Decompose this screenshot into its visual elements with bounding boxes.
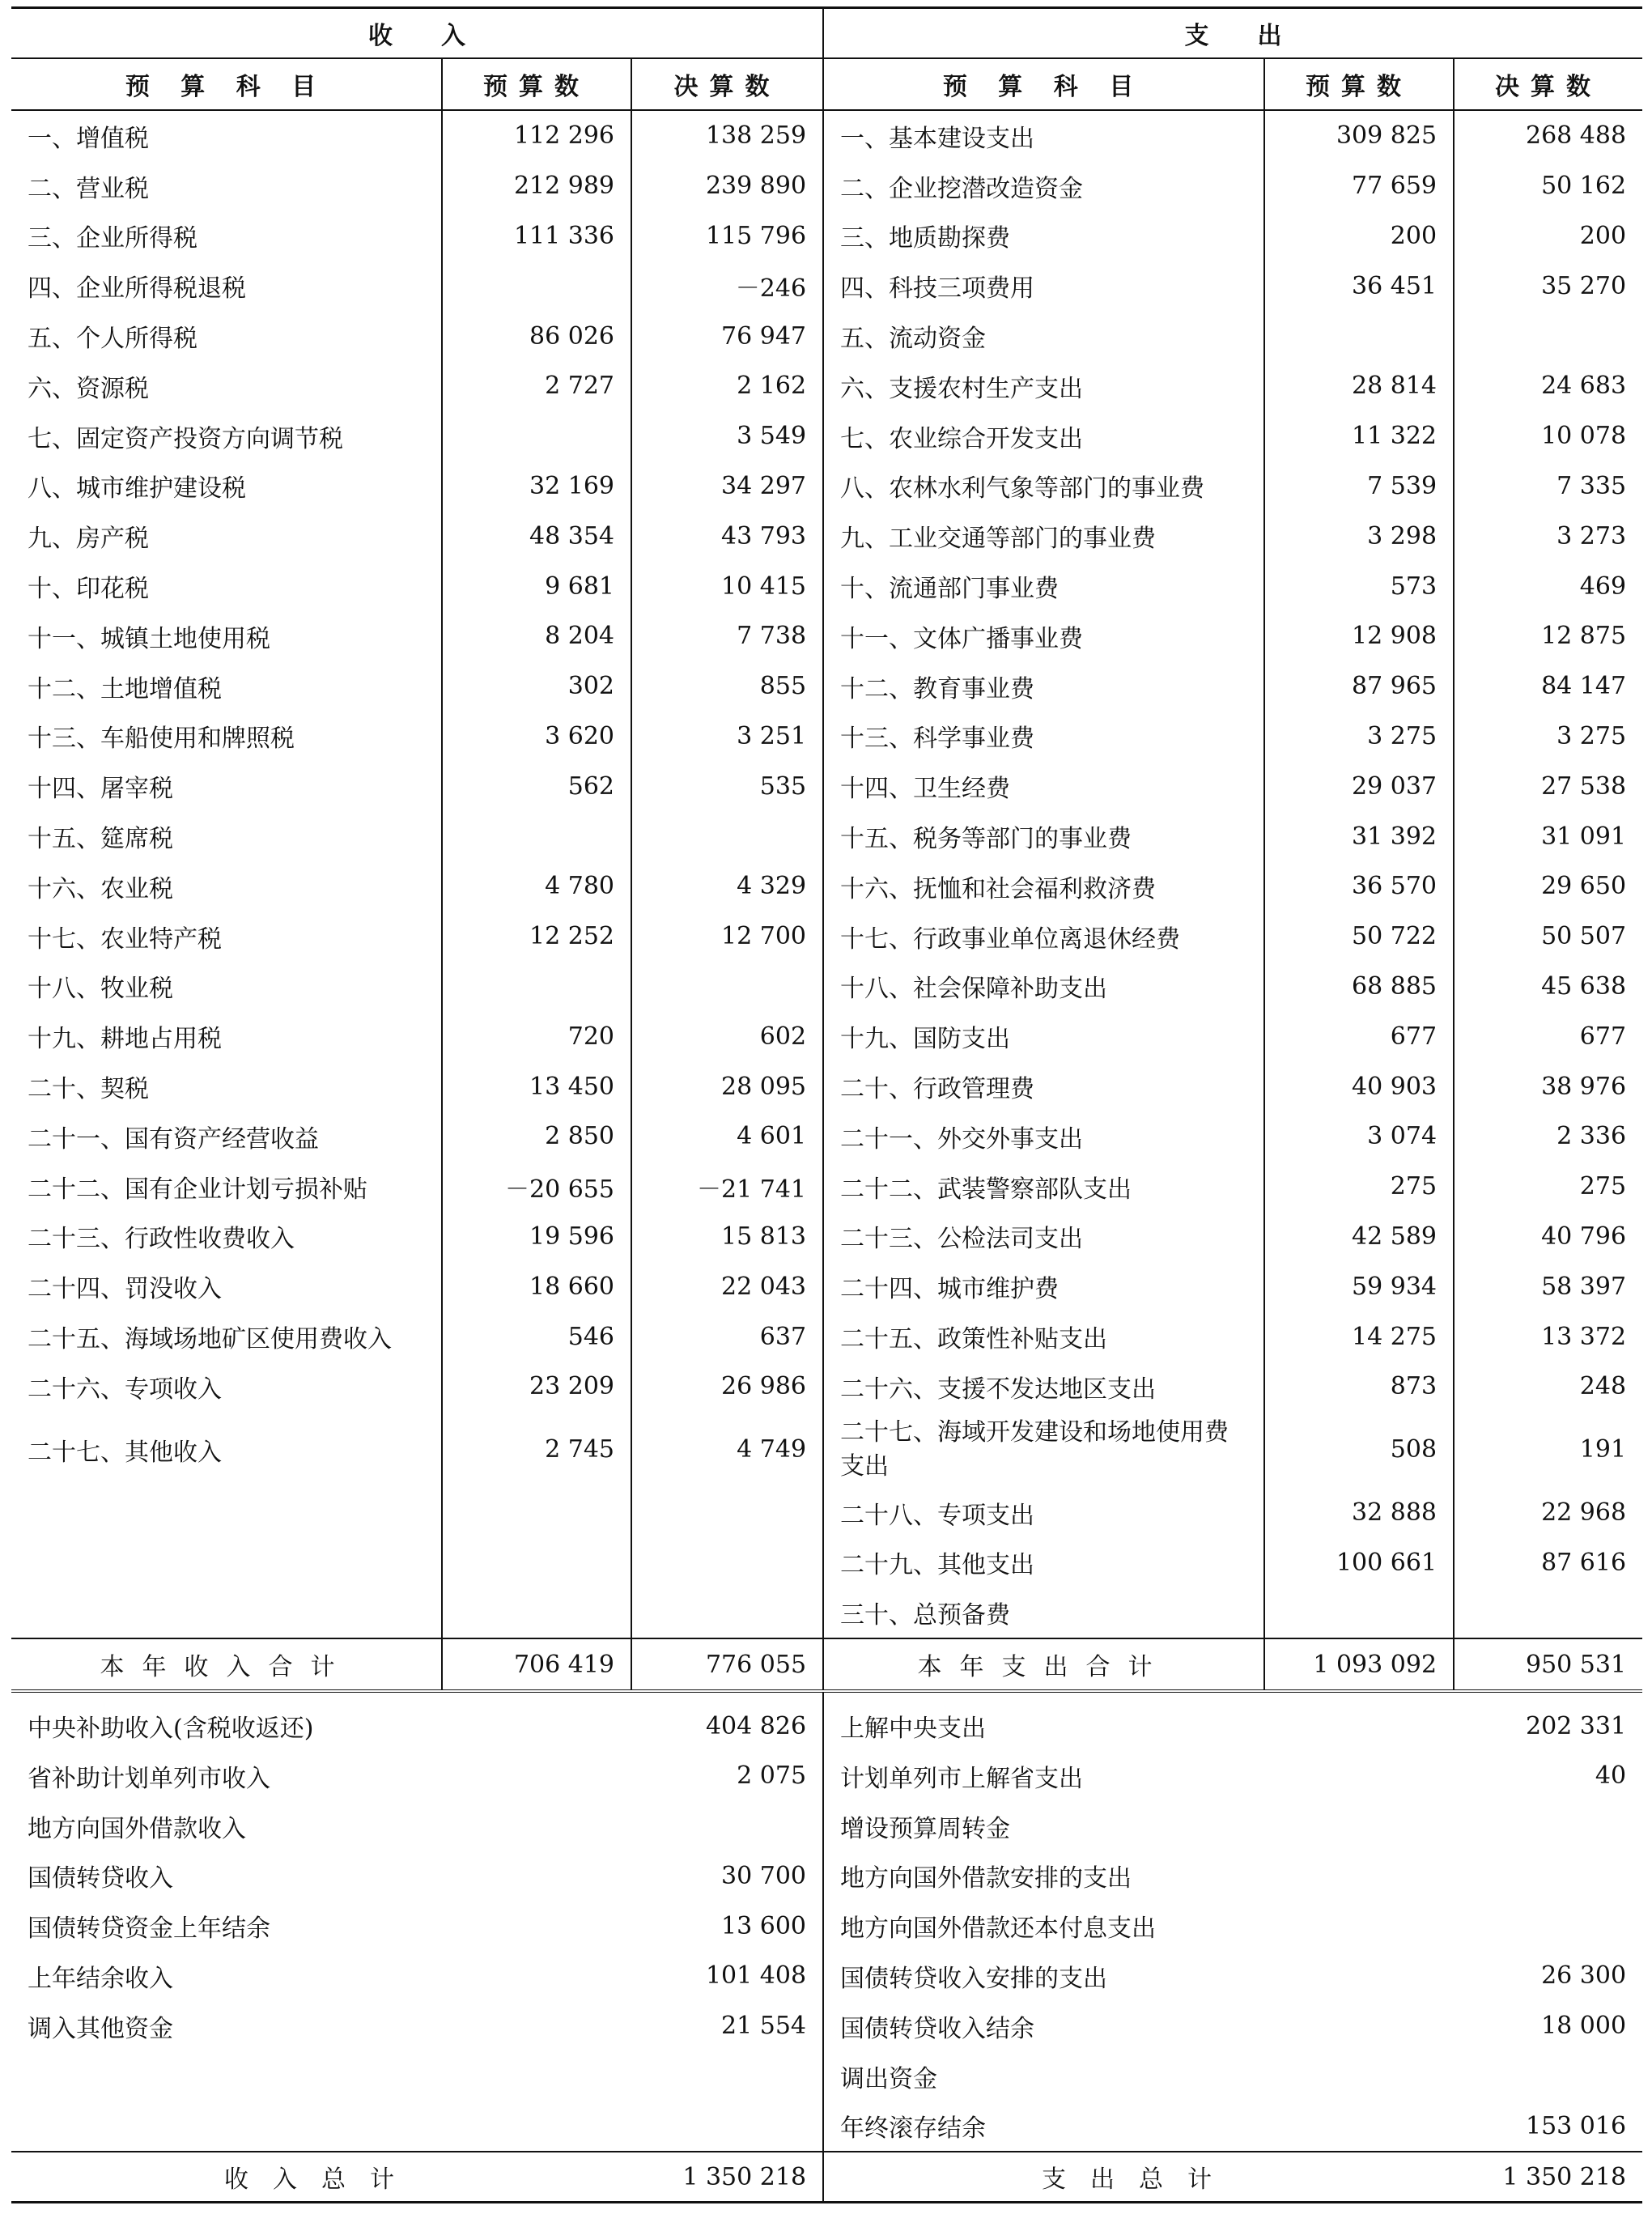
expense-item-final: 84 147 [1541,672,1627,701]
income-item-name: 十五、筵席税 [11,811,442,861]
transfer-income-value: 13 600 [631,1901,823,1951]
income-item-budget [442,1488,631,1538]
expense-item-final: 3 275 [1556,721,1627,750]
table-row [11,211,1642,261]
expense-item-name: 八、农林水利气象等部门的事业费 [823,461,1264,512]
income-item-final: 7 738 [631,611,823,661]
income-final-header: 决算数 [631,58,823,110]
expense-item-final: 248 [1579,1372,1627,1401]
expense-item-final: 3 273 [1556,521,1627,550]
income-item-budget: 8 204 [442,611,631,661]
table-row [11,1901,1642,1951]
expense-section-header: 支 出 [823,8,1642,59]
expense-item-final: 50 162 [1541,172,1627,201]
income-item-name: 一、增值税 [11,110,442,161]
transfer-income-name: 地方向国外借款收入 [28,1814,246,1843]
income-item-final [631,811,823,861]
grand-total-row [11,2152,1642,2203]
table-row [11,1751,1642,1801]
expense-item-name: 十七、行政事业单位离退休经费 [823,912,1264,962]
income-item-budget [442,261,631,311]
income-item-budget [442,1538,631,1588]
expense-item-name: 二十一、外交外事支出 [823,1111,1264,1162]
income-item-name: 五、个人所得税 [11,311,442,361]
transfer-income-name: 国债转贷资金上年结余 [28,1914,270,1944]
expense-item-budget: 200 [1264,211,1454,261]
expense-item-final: 268 488 [1526,121,1627,151]
expense-grand-total-value: 1 350 218 [1454,2152,1642,2203]
expense-item-final: 50 507 [1541,922,1627,951]
income-item-final: 138 259 [631,110,823,161]
income-item-final: 637 [631,1311,823,1362]
income-item-budget: 212 989 [442,161,631,211]
expense-item-budget: 50 722 [1264,912,1454,962]
expense-item-name: 九、工业交通等部门的事业费 [823,511,1264,561]
expense-item-budget: 40 903 [1264,1061,1454,1111]
income-item-name: 二十六、专项收入 [11,1362,442,1412]
table-row [11,1538,1642,1588]
expense-item-final: 191 [1579,1435,1627,1464]
transfer-income-value: 30 700 [631,1851,823,1902]
income-item-final: 3 251 [631,712,823,762]
income-item-budget: 302 [442,661,631,712]
expense-item-name: 二十六、支援不发达地区支出 [823,1362,1264,1412]
transfer-expense-value [1454,1801,1642,1851]
expense-item-name: 十五、税务等部门的事业费 [823,811,1264,861]
income-item-name: 十六、农业税 [11,861,442,912]
income-item-final: 115 796 [631,211,823,261]
expense-item-name: 三十、总预备费 [823,1587,1264,1638]
income-item-budget: 3 620 [442,712,631,762]
income-total-label: 本年收入合计 [11,1638,442,1691]
expense-item-budget: 873 [1264,1362,1454,1412]
transfer-income-name [11,2051,631,2101]
expense-item-budget: 59 934 [1264,1261,1454,1311]
expense-item-budget: 29 037 [1264,761,1454,811]
transfer-expense-name: 地方向国外借款还本付息支出 [840,1914,1157,1944]
transfer-expense-name: 国债转贷收入安排的支出 [840,1964,1108,1993]
transfer-income-value [631,2051,823,2101]
income-item-budget [442,962,631,1012]
table-row [11,1412,1642,1488]
table-row [11,861,1642,912]
expense-budget-header: 预算数 [1264,58,1454,110]
income-item-final: 43 793 [631,511,823,561]
income-item-budget: 32 169 [442,461,631,512]
income-item-budget [442,411,631,461]
expense-item-budget: 100 661 [1264,1538,1454,1588]
income-item-budget [442,811,631,861]
expense-item-budget: 573 [1264,561,1454,611]
income-item-name: 十四、屠宰税 [11,761,442,811]
expense-item-final: 87 616 [1541,1548,1627,1577]
expense-item-final: 27 538 [1541,771,1627,801]
transfer-income-name [11,2101,631,2152]
expense-grand-total-label: 支出总计 [823,2152,1454,2203]
income-item-budget: 111 336 [442,211,631,261]
income-item-name: 二十七、其他收入 [11,1412,442,1488]
income-item-final: 26 986 [631,1362,823,1412]
transfer-expense-value: 26 300 [1541,1961,1627,1991]
expense-item-final: 13 372 [1541,1322,1627,1351]
transfer-expense-name: 地方向国外借款安排的支出 [840,1864,1132,1893]
expense-item-name: 十、流通部门事业费 [823,561,1264,611]
table-row [11,1691,1642,1751]
table-row [11,1061,1642,1111]
expense-item-final: 58 397 [1541,1272,1627,1301]
expense-final-header: 决算数 [1454,58,1642,110]
table-row [11,661,1642,712]
expense-item-name: 十一、文体广播事业费 [823,611,1264,661]
expense-item-final: 38 976 [1541,1072,1627,1101]
expense-item-name: 十八、社会保障补助支出 [823,962,1264,1012]
income-item-final: 76 947 [631,311,823,361]
income-item-final: －246 [631,261,823,311]
table-row [11,461,1642,512]
transfer-expense-name: 调出资金 [840,2064,938,2093]
table-row [11,962,1642,1012]
expense-item-final: 275 [1579,1172,1627,1201]
transfer-income-value: 101 408 [631,1951,823,2001]
expense-item-budget [1264,311,1454,361]
income-item-name: 十九、耕地占用税 [11,1011,442,1061]
expense-item-name: 二十九、其他支出 [823,1538,1264,1588]
expense-item-name: 七、农业综合开发支出 [823,411,1264,461]
table-row [11,2001,1642,2051]
transfer-expense-value: 202 331 [1526,1711,1627,1740]
expense-item-budget: 77 659 [1264,161,1454,211]
expense-item-budget: 309 825 [1264,110,1454,161]
income-item-final: 10 415 [631,561,823,611]
income-item-budget: 546 [442,1311,631,1362]
income-total-budget: 706 419 [442,1638,631,1691]
transfer-expense-value: 18 000 [1541,2012,1627,2041]
expense-item-budget: 11 322 [1264,411,1454,461]
income-item-final: 2 162 [631,361,823,411]
transfer-expense-value [1454,2051,1642,2101]
income-item-final [631,1587,823,1638]
transfer-expense-name: 国债转贷收入结余 [840,2014,1035,2043]
table-row [11,1801,1642,1851]
transfer-expense-name: 计划单列市上解省支出 [840,1764,1084,1793]
income-item-budget: 2 745 [442,1412,631,1488]
expense-item-name: 二十五、政策性补贴支出 [823,1311,1264,1362]
income-item-header: 预 算 科 目 [11,58,442,110]
expense-item-final: 35 270 [1541,271,1627,300]
expense-item-budget: 68 885 [1264,962,1454,1012]
table-row [11,611,1642,661]
income-item-budget [442,1587,631,1638]
income-item-name: 二十五、海域场地矿区使用费收入 [11,1311,442,1362]
income-item-final [631,1538,823,1588]
table-row [11,361,1642,411]
income-item-final: 239 890 [631,161,823,211]
income-section-header: 收 入 [11,8,823,59]
income-item-final: 22 043 [631,1261,823,1311]
income-item-final: 15 813 [631,1212,823,1262]
income-item-budget: 4 780 [442,861,631,912]
income-item-budget: 13 450 [442,1061,631,1111]
transfer-income-value: 2 075 [631,1751,823,1801]
expense-item-name: 四、科技三项费用 [823,261,1264,311]
income-item-name: 二十二、国有企业计划亏损补贴 [11,1162,442,1212]
income-item-final: 4 749 [631,1412,823,1488]
table-row [11,1587,1642,1638]
income-item-name: 十七、农业特产税 [11,912,442,962]
transfer-expense-value [1454,1901,1642,1951]
income-item-name: 十二、土地增值税 [11,661,442,712]
income-item-name: 三、企业所得税 [11,211,442,261]
income-item-name: 二十三、行政性收费收入 [11,1212,442,1262]
transfer-income-name: 上年结余收入 [28,1964,173,1993]
annual-total-row [11,1638,1642,1691]
expense-item-name: 二十三、公检法司支出 [823,1212,1264,1262]
expense-item-final: 469 [1579,572,1627,601]
expense-item-name: 三、地质勘探费 [823,211,1264,261]
table-row [11,1362,1642,1412]
table-row [11,712,1642,762]
transfer-income-name: 中央补助收入(含税收返还) [28,1715,314,1743]
transfer-expense-name: 上解中央支出 [840,1715,987,1743]
budget-final-accounts-table [11,6,1642,2203]
expense-item-budget: 275 [1264,1162,1454,1212]
expense-item-budget: 42 589 [1264,1212,1454,1262]
transfer-income-value [631,2101,823,2152]
expense-item-name: 六、支援农村生产支出 [823,361,1264,411]
expense-item-budget: 3 275 [1264,712,1454,762]
expense-item-final: 12 875 [1541,622,1627,651]
income-item-final [631,962,823,1012]
expense-item-name: 十九、国防支出 [823,1011,1264,1061]
expense-item-name: 十三、科学事业费 [823,712,1264,762]
table-row [11,1311,1642,1362]
income-item-name: 二十、契税 [11,1061,442,1111]
expense-item-final: 31 091 [1541,822,1627,851]
expense-item-name: 十四、卫生经费 [823,761,1264,811]
expense-item-final: 45 638 [1541,971,1627,1001]
income-item-name: 四、企业所得税退税 [11,261,442,311]
income-item-name: 二、营业税 [11,161,442,211]
expense-item-budget: 32 888 [1264,1488,1454,1538]
expense-item-final: 10 078 [1541,422,1627,451]
expense-item-budget: 14 275 [1264,1311,1454,1362]
section-header-row [11,8,1642,59]
income-item-final: 12 700 [631,912,823,962]
income-grand-total-label: 收入总计 [11,2152,631,2203]
expense-item-budget: 87 965 [1264,661,1454,712]
expense-item-name: 十六、抚恤和社会福利救济费 [823,861,1264,912]
expense-item-final: 29 650 [1541,872,1627,901]
expense-item-name: 二十八、专项支出 [823,1488,1264,1538]
table-row [11,1162,1642,1212]
expense-item-budget: 12 908 [1264,611,1454,661]
table-row [11,1851,1642,1902]
transfer-income-name: 调入其他资金 [28,2014,173,2043]
income-item-name: 二十一、国有资产经营收益 [11,1111,442,1162]
income-item-budget: 720 [442,1011,631,1061]
main-body [11,110,1642,1638]
transfer-expense-name: 年终滚存结余 [840,2114,987,2144]
income-item-final: 4 329 [631,861,823,912]
expense-item-name: 一、基本建设支出 [823,110,1264,161]
table-row [11,311,1642,361]
expense-item-final [1454,311,1642,361]
table-row [11,261,1642,311]
income-item-name: 十、印花税 [11,561,442,611]
income-item-name: 九、房产税 [11,511,442,561]
expense-item-budget: 7 539 [1264,461,1454,512]
income-item-final: 535 [631,761,823,811]
expense-item-name: 五、流动资金 [823,311,1264,361]
income-total-final: 776 055 [631,1638,823,1691]
income-item-name: 二十四、罚没收入 [11,1261,442,1311]
income-item-final: 602 [631,1011,823,1061]
transfer-income-value: 404 826 [631,1691,823,1751]
income-item-budget: 12 252 [442,912,631,962]
expense-item-name: 二十二、武装警察部队支出 [823,1162,1264,1212]
income-item-budget: 18 660 [442,1261,631,1311]
income-item-budget: 9 681 [442,561,631,611]
income-item-final: 3 549 [631,411,823,461]
transfer-expense-name: 增设预算周转金 [840,1814,1011,1843]
transfer-expense-value [1454,1851,1642,1902]
table-row [11,2051,1642,2101]
transfer-income-name: 省补助计划单列市收入 [28,1764,270,1793]
income-item-name: 十八、牧业税 [11,962,442,1012]
transfer-income-value [631,1801,823,1851]
expense-item-name: 二、企业挖潜改造资金 [823,161,1264,211]
expense-total-label: 本年支出合计 [823,1638,1264,1691]
expense-item-budget: 36 451 [1264,261,1454,311]
expense-item-budget: 36 570 [1264,861,1454,912]
income-budget-header: 预算数 [442,58,631,110]
income-item-final: 4 601 [631,1111,823,1162]
income-item-final: 28 095 [631,1061,823,1111]
income-item-budget: 23 209 [442,1362,631,1412]
table-row [11,110,1642,161]
income-item-budget: 48 354 [442,511,631,561]
table-row [11,1111,1642,1162]
table-row [11,912,1642,962]
income-item-budget: 112 296 [442,110,631,161]
transfer-expense-value: 153 016 [1526,2111,1627,2140]
income-item-budget: 2 850 [442,1111,631,1162]
income-item-name: 十一、城镇土地使用税 [11,611,442,661]
expense-item-budget: 31 392 [1264,811,1454,861]
expense-item-header: 预 算 科 目 [823,58,1264,110]
column-header-row [11,58,1642,110]
budget-table-sheet [11,6,1642,2203]
table-row [11,561,1642,611]
expense-item-final: 22 968 [1541,1498,1627,1528]
income-item-budget: 86 026 [442,311,631,361]
income-item-final: 855 [631,661,823,712]
expense-item-final: 200 [1579,221,1627,250]
expense-item-budget: 3 298 [1264,511,1454,561]
income-item-name [11,1538,442,1588]
expense-item-name: 二十四、城市维护费 [823,1261,1264,1311]
expense-item-final [1454,1587,1642,1638]
expense-item-final: 677 [1579,1022,1627,1051]
expense-item-final: 7 335 [1556,471,1627,500]
income-item-final: －21 741 [631,1162,823,1212]
expense-item-budget: 3 074 [1264,1111,1454,1162]
income-item-budget: 2 727 [442,361,631,411]
income-item-name: 七、固定资产投资方向调节税 [11,411,442,461]
expense-item-final: 40 796 [1541,1222,1627,1251]
expense-item-budget: 508 [1264,1412,1454,1488]
expense-item-final: 24 683 [1541,372,1627,401]
expense-item-budget: 28 814 [1264,361,1454,411]
expense-item-name: 二十七、海域开发建设和场地使用费支出 [823,1412,1264,1488]
transfer-expense-value: 40 [1595,1761,1627,1791]
expense-item-budget [1264,1587,1454,1638]
transfer-income-name: 国债转贷收入 [28,1864,173,1893]
expense-item-budget: 677 [1264,1011,1454,1061]
income-grand-total-value: 1 350 218 [631,2152,823,2203]
income-item-name: 十三、车船使用和牌照税 [11,712,442,762]
expense-total-budget: 1 093 092 [1264,1638,1454,1691]
table-row [11,2101,1642,2152]
table-row [11,761,1642,811]
transfer-income-value: 21 554 [631,2001,823,2051]
table-row [11,511,1642,561]
income-item-budget: 19 596 [442,1212,631,1262]
table-row [11,411,1642,461]
table-row [11,1212,1642,1262]
income-item-name [11,1488,442,1538]
income-item-name: 六、资源税 [11,361,442,411]
income-item-name [11,1587,442,1638]
expense-total-final: 950 531 [1454,1638,1642,1691]
income-item-final [631,1488,823,1538]
table-row [11,1488,1642,1538]
table-row [11,161,1642,211]
income-item-final: 34 297 [631,461,823,512]
table-row [11,811,1642,861]
income-item-budget: －20 655 [442,1162,631,1212]
income-item-name: 八、城市维护建设税 [11,461,442,512]
expense-item-name: 二十、行政管理费 [823,1061,1264,1111]
expense-item-final: 2 336 [1556,1122,1627,1151]
table-row [11,1261,1642,1311]
expense-item-name: 十二、教育事业费 [823,661,1264,712]
table-row [11,1951,1642,2001]
income-item-budget: 562 [442,761,631,811]
bottom-body [11,1691,1642,2152]
table-row [11,1011,1642,1061]
